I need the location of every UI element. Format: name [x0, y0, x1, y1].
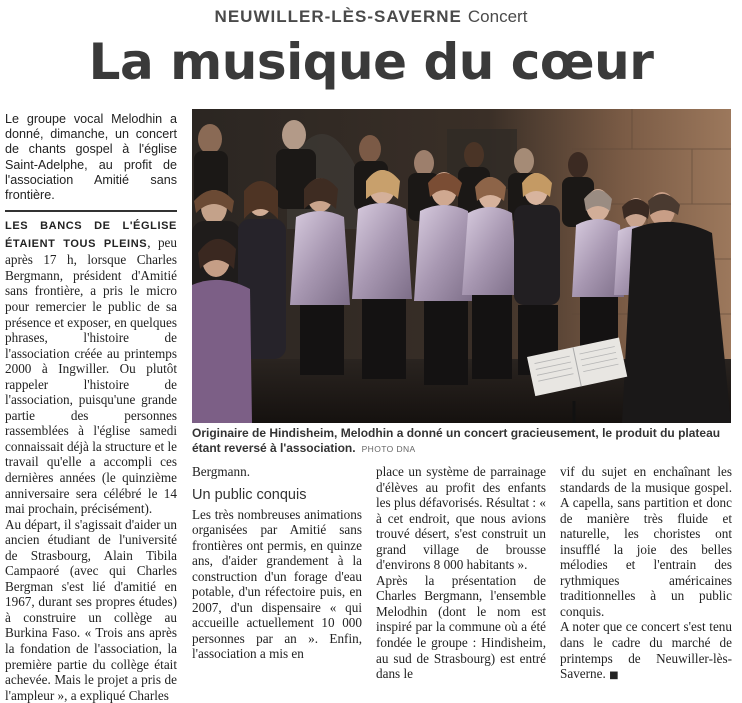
paragraph-3: Bergmann. — [192, 464, 250, 479]
caption-text: Originaire de Hindisheim, Melodhin a donné un concert gracieusement, le produit du plateau étant reversé à l'association. — [192, 426, 721, 455]
article-chapo: Le groupe vocal Melodhin a donné, dimanche, un concert de chants gospel à l'église Saint-Adelphe, au profit de l'association Amitié sans frontière. — [5, 112, 177, 203]
section-subhead: Un public conquis — [192, 486, 307, 503]
lead-in: LES BANCS DE L'ÉGLISE ÉTAIENT TOUS PLEINS — [5, 220, 177, 250]
column-2 — [192, 464, 362, 662]
paragraph-7: vif du sujet en enchaînant les standards de la musique gospel. A capella, sans partition et donc de manière très fluide et naturelle, les choristes ont insufflé la joie des belles mélodies et l'entrain des rythmiques américaines traditionnelles à un public conquis. — [560, 464, 732, 619]
article-headline: La musique du cœur — [88, 33, 654, 91]
paragraph-4: Les très nombreuses animations organisées par Amitié sans frontières ont permis, en quinze ans, d'aider grandement à la construction d'un forage d'eau potable, d'un réfectoire puis, en 2007, d'un dispensaire « qui accueille actuellement 10 000 personnes par an ». Enfin, l'association a mis en — [192, 506, 362, 662]
section-label: Concert — [467, 7, 528, 26]
column-3 — [376, 464, 546, 682]
paragraph-5: place un système de parrainage d'élèves au profit des enfants les plus défavorisés. Résultat : « à cet endroit, que nous avions trouvé désert, s'est construit un grand village de brousse d'environs 8 000 habitants ». — [376, 464, 546, 573]
column-4 — [560, 464, 732, 684]
paragraph-6: Après la présentation de Charles Bergmann, l'ensemble Melodhin (dont le nom est inspiré par la commune où a été fondée le groupe : Hindisheim, au sud de Strasbourg) est entré dans le — [376, 572, 546, 682]
concert-photo — [192, 109, 731, 423]
location-label: NEUWILLER-LÈS-SAVERNE — [214, 7, 462, 26]
article-kicker — [0, 6, 742, 28]
paragraph-8-text: A noter que ce concert s'est tenu dans le cadre du marché de printemps de Neuwiller-lès-Saverne. — [560, 619, 732, 682]
paragraph-2: Au départ, il s'agissait d'aider un ancien étudiant de l'université de Strasbourg, Alain Tibila Campaoré (avec qui Charles Bergman s'est lié d'amitié en 1967, durant ses propres études) à construire un collège au Burkina Faso. « Trois ans après la fondation de l'association, la première partie du collège était achevée. Mais le projet a pris de l'ampleur », a expliqué Charles — [5, 516, 177, 703]
column-1 — [5, 112, 177, 703]
end-of-article-mark: ■ — [609, 670, 619, 682]
photo-caption — [192, 426, 731, 457]
paragraph-1 — [5, 217, 177, 516]
chapo-divider — [5, 210, 177, 212]
paragraph-1-text: , peu après 17 h, lorsque Charles Bergmann, président d'Amitié sans frontière, a pris le micro pour remercier le public de sa présence et exposer, en quelques phrases, l'histoire de l'association créée au printemps 2000 à Ingwiller. Ou plutôt rappeler l'histoire de l'association, puisqu'une grande partie des personnes rassemblées à l'église samedi connaissait déjà la structure et le travail qu'elle a accompli ces dernières années (le quinzième anniversaire sera célébré le 14 mai prochain, précisément). — [5, 234, 177, 517]
paragraph-8 — [560, 619, 732, 683]
choir-photo-illustration — [192, 109, 731, 423]
photo-credit: PHOTO DNA — [361, 444, 416, 454]
